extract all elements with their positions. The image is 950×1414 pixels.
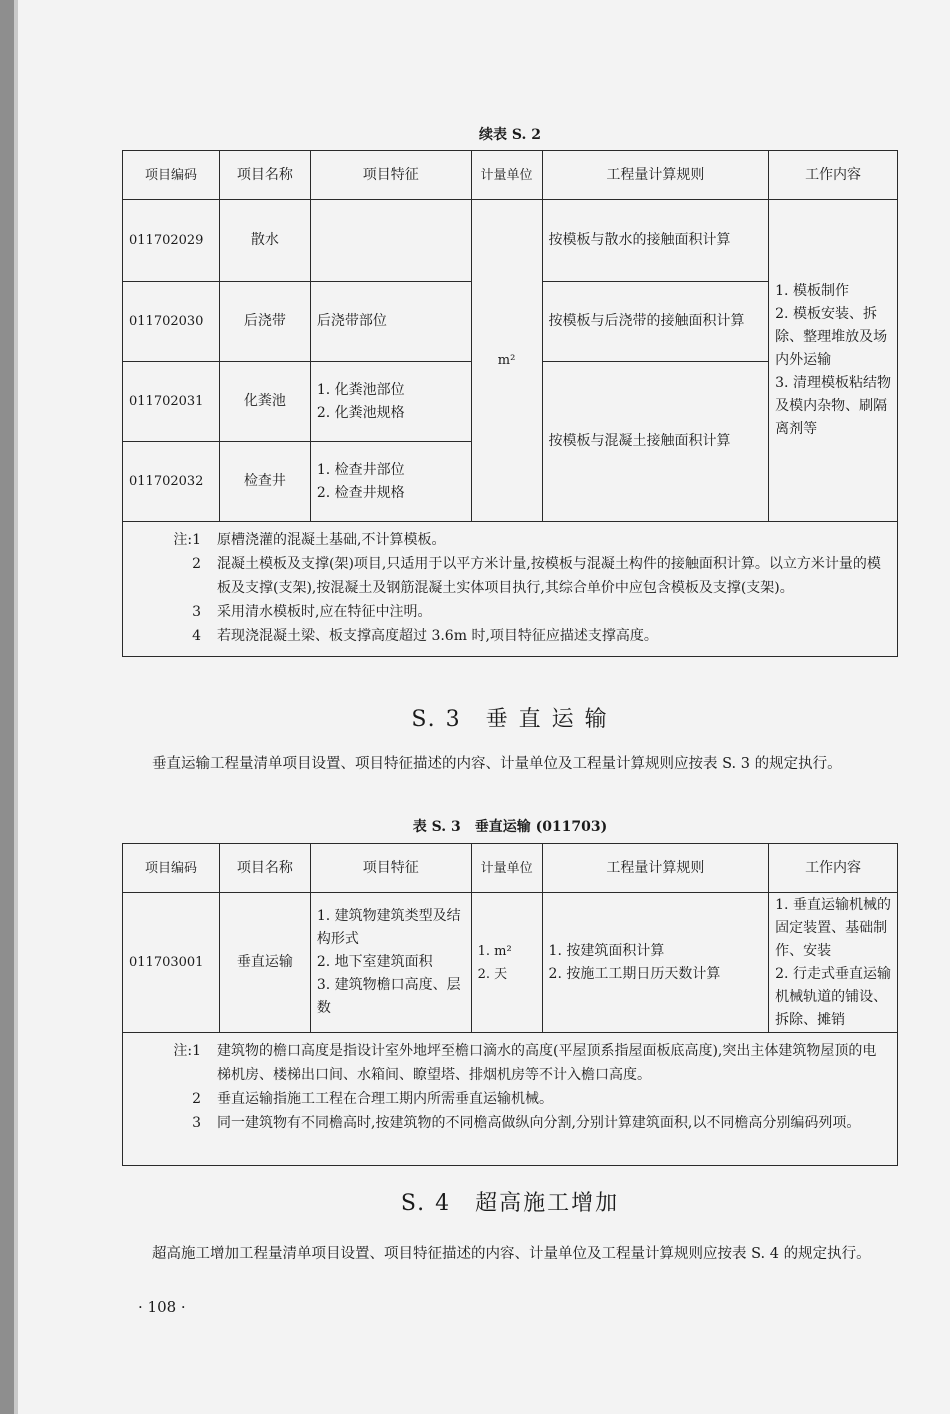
feature-line: 2. 检查井规格 — [316, 484, 405, 501]
unit-cell — [471, 893, 542, 1033]
formwork-table — [122, 150, 898, 657]
work-item: 1. 模板制作 — [775, 283, 849, 299]
item-features — [310, 200, 471, 282]
feature-line: 3. 建筑物檐口高度、层数 — [316, 977, 461, 1016]
header-unit: 计量单位 — [471, 151, 542, 200]
header-features: 项目特征 — [310, 151, 471, 200]
header-name: 项目名称 — [219, 844, 310, 893]
calc-rule: 按模板与混凝土接触面积计算 — [542, 362, 769, 522]
header-rule: 工程量计算规则 — [542, 151, 769, 200]
unit-line: 2. 天 — [477, 966, 508, 982]
note: 注:1 原槽浇灌的混凝土基础,不计算模板。 — [173, 532, 446, 548]
section-title: S. 3 垂 直 运 输 — [411, 707, 609, 732]
header-code: 项目编码 — [123, 151, 220, 200]
note: 2 垂直运输指施工工程在合理工期内所需垂直运输机械。 — [192, 1091, 553, 1107]
item-code: 011702029 — [123, 200, 220, 282]
work-content — [769, 200, 898, 522]
work-content — [769, 893, 898, 1033]
item-features — [310, 362, 471, 442]
feature-line: 2. 地下室建筑面积 — [316, 954, 433, 970]
feature-line: 1. 建筑物建筑类型及结构形式 — [316, 908, 461, 947]
item-name: 化粪池 — [219, 362, 310, 442]
section-paragraph: 超高施工增加工程量清单项目设置、项目特征描述的内容、计量单位及工程量计算规则应按表 S. 4 的规定执行。 — [152, 1246, 871, 1262]
header-code: 项目编码 — [123, 844, 220, 893]
item-code: 011702030 — [123, 282, 220, 362]
item-name: 检查井 — [219, 442, 310, 522]
table-header-row — [123, 151, 898, 200]
work-item: 2. 行走式垂直运输机械轨道的铺设、拆除、摊销 — [775, 965, 891, 1028]
calc-rule — [542, 893, 769, 1033]
item-code: 011702031 — [123, 362, 220, 442]
note: 4 若现浇混凝土梁、板支撑高度超过 3.6m 时,项目特征应描述支撑高度。 — [192, 628, 658, 644]
feature-line: 2. 化粪池规格 — [316, 404, 405, 421]
item-features — [310, 893, 471, 1033]
section-title: S. 4 超高施工增加 — [400, 1191, 620, 1216]
table-header-row — [123, 844, 898, 893]
item-features: 后浇带部位 — [310, 282, 471, 362]
item-name: 垂直运输 — [219, 893, 310, 1033]
header-name: 项目名称 — [219, 151, 310, 200]
notes-cell — [123, 1033, 898, 1166]
note: 2 混凝土模板及支撑(架)项目,只适用于以平方米计量,按模板与混凝土构件的接触面积计算。以立方米计量的模板及支撑(支架),按混凝土及钢筋混凝土实体项目执行,其综合单价中应包含模板及支撑(支架)。 — [192, 556, 881, 596]
table-row — [123, 893, 898, 1033]
header-work: 工作内容 — [769, 151, 898, 200]
rule-line: 2. 按施工工期日历天数计算 — [548, 965, 721, 982]
item-code: 011702032 — [123, 442, 220, 522]
header-features: 项目特征 — [310, 844, 471, 893]
notes-row — [123, 522, 898, 657]
table-row — [123, 200, 898, 282]
unit-cell: m² — [471, 200, 542, 522]
unit-line: 1. m² — [477, 943, 512, 959]
work-item: 1. 垂直运输机械的固定装置、基础制作、安装 — [775, 896, 891, 959]
section-paragraph: 垂直运输工程量清单项目设置、项目特征描述的内容、计量单位及工程量计算规则应按表 S. 3 的规定执行。 — [152, 756, 842, 772]
item-code: 011703001 — [123, 893, 220, 1033]
vertical-transport-table — [122, 843, 898, 1166]
notes-row — [123, 1033, 898, 1166]
table-caption: 续表 S. 2 — [479, 127, 541, 143]
rule-line: 1. 按建筑面积计算 — [548, 942, 665, 959]
work-item: 3. 清理模板粘结物及模内杂物、刷隔离剂等 — [775, 375, 891, 437]
calc-rule: 按模板与散水的接触面积计算 — [542, 200, 769, 282]
feature-line: 1. 化粪池部位 — [316, 381, 405, 398]
header-unit: 计量单位 — [471, 844, 542, 893]
note: 3 采用清水模板时,应在特征中注明。 — [192, 604, 432, 620]
item-features — [310, 442, 471, 522]
note: 注:1 建筑物的檐口高度是指设计室外地坪至檐口滴水的高度(平屋顶系指屋面板底高度),突出主体建筑物屋顶的电梯机房、楼梯出口间、水箱间、瞭望塔、排烟机房等不计入檐口高度。 — [173, 1043, 877, 1083]
notes-cell — [123, 522, 898, 657]
page-number: · 108 · — [138, 1298, 186, 1316]
item-name: 后浇带 — [219, 282, 310, 362]
feature-line: 1. 检查井部位 — [316, 461, 405, 478]
item-name: 散水 — [219, 200, 310, 282]
calc-rule: 按模板与后浇带的接触面积计算 — [542, 282, 769, 362]
note: 3 同一建筑物有不同檐高时,按建筑物的不同檐高做纵向分割,分别计算建筑面积,以不同檐高分别编码列项。 — [192, 1115, 861, 1131]
table-caption: 表 S. 3 垂直运输 (011703) — [412, 819, 608, 835]
work-item: 2. 模板安装、拆除、整理堆放及场内外运输 — [775, 306, 888, 368]
header-work: 工作内容 — [769, 844, 898, 893]
header-rule: 工程量计算规则 — [542, 844, 769, 893]
